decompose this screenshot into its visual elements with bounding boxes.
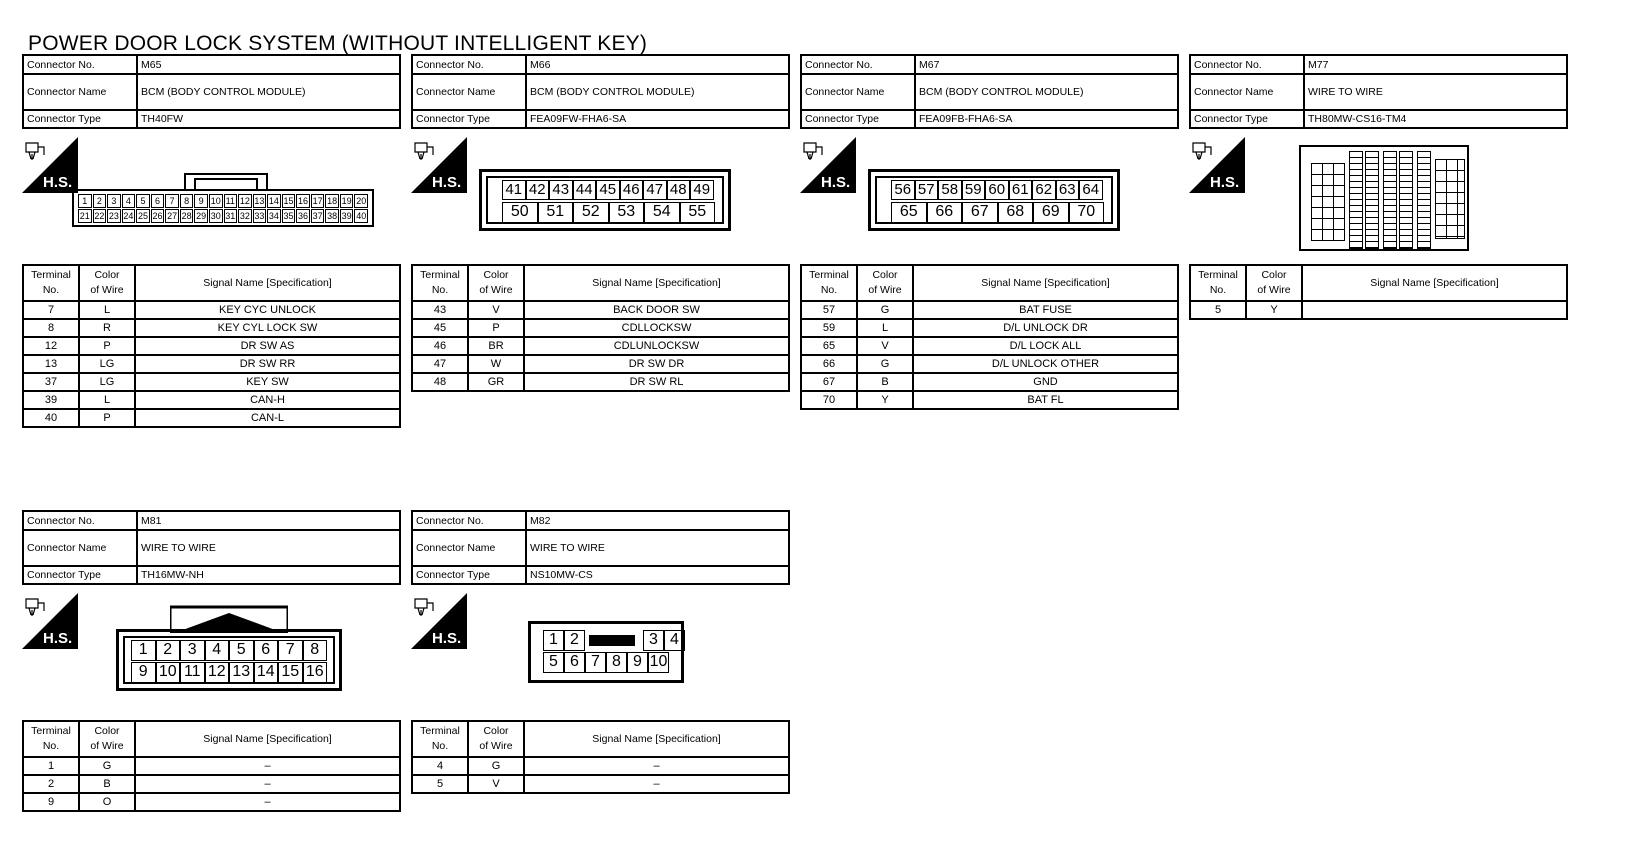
connector-pin: 55 bbox=[680, 202, 716, 223]
connector-pin: 27 bbox=[167, 211, 178, 221]
terminal-cell: 48 bbox=[412, 373, 468, 391]
signal-name-cell: BAT FUSE bbox=[913, 301, 1178, 319]
signal-table bbox=[22, 720, 401, 812]
signal-name-cell: DR SW RR bbox=[135, 355, 400, 373]
signal-name-cell: CAN-H bbox=[135, 391, 400, 409]
table-row bbox=[801, 391, 1178, 409]
wire-color-cell: P bbox=[468, 319, 524, 337]
connector-pin: 3 bbox=[643, 630, 664, 651]
connector-pin: 1 bbox=[543, 630, 564, 651]
terminal-cell: 46 bbox=[412, 337, 468, 355]
table-row bbox=[23, 337, 400, 355]
signal-header: Signal Name [Specification] bbox=[524, 265, 789, 301]
signal-name-cell: – bbox=[135, 757, 400, 775]
terminal-cell: 57 bbox=[801, 301, 857, 319]
terminal-cell: 8 bbox=[23, 319, 79, 337]
terminal-cell: 39 bbox=[23, 391, 79, 409]
page-title: POWER DOOR LOCK SYSTEM (WITHOUT INTELLIGENT KEY) bbox=[28, 32, 648, 55]
connector-pin: 3 bbox=[180, 640, 205, 661]
terminal-cell: 5 bbox=[1190, 301, 1246, 319]
terminal-cell: 70 bbox=[801, 391, 857, 409]
signal-table bbox=[411, 720, 790, 794]
connector-type-label: Connector Type bbox=[412, 110, 526, 128]
terminal-header: Terminal No. bbox=[412, 265, 468, 301]
table-row bbox=[412, 757, 789, 775]
connector-type-value: NS10MW-CS bbox=[526, 566, 789, 584]
wire-color-cell: LG bbox=[79, 355, 135, 373]
table-row bbox=[412, 301, 789, 319]
connector-figure bbox=[1189, 129, 1568, 264]
connector-pin: 17 bbox=[312, 196, 323, 206]
connector-block-m77 bbox=[1189, 54, 1568, 320]
connector-no-value: M65 bbox=[137, 55, 400, 74]
connector-pin: 24 bbox=[123, 211, 134, 221]
terminal-cell: 37 bbox=[23, 373, 79, 391]
connector-pin: 11 bbox=[180, 662, 205, 683]
connector-pin: 16 bbox=[303, 662, 328, 683]
connector-type-label: Connector Type bbox=[23, 566, 137, 584]
hs-badge-icon bbox=[22, 137, 78, 193]
table-row bbox=[23, 373, 400, 391]
color-header: Color of Wire bbox=[79, 265, 135, 301]
wire-color-cell: V bbox=[468, 301, 524, 319]
connector-pin: 54 bbox=[644, 202, 680, 223]
wire-color-cell: L bbox=[79, 301, 135, 319]
connector-pin: 49 bbox=[690, 180, 714, 200]
wire-color-cell: L bbox=[857, 319, 913, 337]
connector-pin: 20 bbox=[356, 196, 367, 206]
wire-color-cell: Y bbox=[857, 391, 913, 409]
hs-label: H.S. bbox=[1210, 174, 1240, 191]
connector-pin: 14 bbox=[268, 196, 279, 206]
signal-name-cell: BACK DOOR SW bbox=[524, 301, 789, 319]
terminal-cell: 5 bbox=[412, 775, 468, 793]
connector-name-value: BCM (BODY CONTROL MODULE) bbox=[526, 74, 789, 110]
connector-pin: 53 bbox=[609, 202, 645, 223]
connector-pin: 6 bbox=[564, 652, 585, 673]
wire-color-cell: B bbox=[857, 373, 913, 391]
connector-pin: 7 bbox=[165, 194, 179, 208]
connector-pin: 70 bbox=[1069, 202, 1105, 223]
connector-block-m82 bbox=[411, 510, 790, 794]
signal-name-cell: CDLLOCKSW bbox=[524, 319, 789, 337]
connector-pin: 39 bbox=[341, 211, 352, 221]
terminal-cell: 66 bbox=[801, 355, 857, 373]
connector-type-value: TH40FW bbox=[137, 110, 400, 128]
terminal-cell: 7 bbox=[23, 301, 79, 319]
connector-pin: 36 bbox=[298, 211, 309, 221]
connector-pin: 9 bbox=[131, 662, 156, 683]
signal-header: Signal Name [Specification] bbox=[135, 721, 400, 757]
wire-color-cell: V bbox=[468, 775, 524, 793]
connector-no-value: M66 bbox=[526, 55, 789, 74]
signal-name-cell: BAT FL bbox=[913, 391, 1178, 409]
connector-info-table bbox=[1189, 54, 1568, 129]
hs-badge-icon bbox=[411, 593, 467, 649]
hs-badge-icon bbox=[22, 593, 78, 649]
wire-color-cell: G bbox=[79, 757, 135, 775]
connector-pin: 25 bbox=[137, 211, 148, 221]
connector-pin: 47 bbox=[643, 180, 667, 200]
table-row bbox=[23, 757, 400, 775]
connector-pin: 2 bbox=[564, 630, 585, 651]
connector-face-m77 bbox=[1299, 145, 1469, 251]
connector-pin: 48 bbox=[667, 180, 691, 200]
table-row bbox=[801, 301, 1178, 319]
connector-pin: 9 bbox=[194, 194, 208, 208]
connector-pin: 11 bbox=[224, 194, 238, 208]
signal-name-cell bbox=[1302, 301, 1567, 319]
table-row bbox=[23, 391, 400, 409]
table-row bbox=[412, 319, 789, 337]
signal-name-cell: KEY CYL LOCK SW bbox=[135, 319, 400, 337]
connector-pin: 10 bbox=[648, 652, 669, 673]
connector-pin: 46 bbox=[620, 180, 644, 200]
signal-table bbox=[800, 264, 1179, 410]
terminal-cell: 40 bbox=[23, 409, 79, 427]
connector-pin: 42 bbox=[526, 180, 550, 200]
connector-pin: 2 bbox=[156, 640, 181, 661]
connector-info-table bbox=[411, 54, 790, 129]
wire-color-cell: V bbox=[857, 337, 913, 355]
terminal-cell: 9 bbox=[23, 793, 79, 811]
connector-pin: 1 bbox=[78, 194, 92, 208]
connector-pin: 38 bbox=[327, 211, 338, 221]
connector-pin: 62 bbox=[1032, 180, 1056, 200]
table-row bbox=[23, 409, 400, 427]
connector-no-value: M81 bbox=[137, 511, 400, 530]
terminal-cell: 4 bbox=[412, 757, 468, 775]
color-header: Color of Wire bbox=[79, 721, 135, 757]
connector-pin: 5 bbox=[136, 194, 150, 208]
signal-name-cell: – bbox=[135, 793, 400, 811]
connector-pin: 40 bbox=[356, 211, 367, 221]
color-header: Color of Wire bbox=[468, 265, 524, 301]
connector-name-label: Connector Name bbox=[412, 74, 526, 110]
terminal-header: Terminal No. bbox=[23, 265, 79, 301]
terminal-cell: 67 bbox=[801, 373, 857, 391]
terminal-cell: 13 bbox=[23, 355, 79, 373]
connector-pin: 5 bbox=[543, 652, 564, 673]
terminal-cell: 43 bbox=[412, 301, 468, 319]
connector-pin: 32 bbox=[239, 211, 250, 221]
connector-pin: 8 bbox=[606, 652, 627, 673]
connector-pin: 58 bbox=[938, 180, 962, 200]
connector-pin: 69 bbox=[1033, 202, 1069, 223]
terminal-cell: 47 bbox=[412, 355, 468, 373]
terminal-header: Terminal No. bbox=[412, 721, 468, 757]
table-row bbox=[412, 337, 789, 355]
connector-block-m65 bbox=[22, 54, 401, 428]
connector-type-label: Connector Type bbox=[801, 110, 915, 128]
signal-name-cell: D/L UNLOCK OTHER bbox=[913, 355, 1178, 373]
connector-pin: 19 bbox=[341, 196, 352, 206]
signal-name-cell: DR SW AS bbox=[135, 337, 400, 355]
signal-name-cell: DR SW DR bbox=[524, 355, 789, 373]
signal-name-cell: – bbox=[524, 775, 789, 793]
connector-pin: 56 bbox=[891, 180, 915, 200]
terminal-header: Terminal No. bbox=[1190, 265, 1246, 301]
connector-pin: 64 bbox=[1079, 180, 1103, 200]
connector-type-value: FEA09FB-FHA6-SA bbox=[915, 110, 1178, 128]
terminal-cell: 65 bbox=[801, 337, 857, 355]
table-row bbox=[23, 793, 400, 811]
connector-type-label: Connector Type bbox=[1190, 110, 1304, 128]
connector-type-label: Connector Type bbox=[412, 566, 526, 584]
connector-type-value: TH80MW-CS16-TM4 bbox=[1304, 110, 1567, 128]
connector-pin: 28 bbox=[181, 211, 192, 221]
connector-info-table bbox=[411, 510, 790, 585]
connector-name-label: Connector Name bbox=[23, 74, 137, 110]
connector-no-label: Connector No. bbox=[801, 55, 915, 74]
table-row bbox=[801, 337, 1178, 355]
signal-name-cell: CDLUNLOCKSW bbox=[524, 337, 789, 355]
wire-color-cell: Y bbox=[1246, 301, 1302, 319]
connector-type-value: FEA09FW-FHA6-SA bbox=[526, 110, 789, 128]
terminal-header: Terminal No. bbox=[801, 265, 857, 301]
connector-pin: 34 bbox=[268, 211, 279, 221]
connector-pin: 41 bbox=[502, 180, 526, 200]
connector-pin: 61 bbox=[1009, 180, 1033, 200]
table-row bbox=[801, 355, 1178, 373]
connector-pin: 22 bbox=[94, 211, 105, 221]
connector-pin: 18 bbox=[327, 196, 338, 206]
connector-name-value: BCM (BODY CONTROL MODULE) bbox=[915, 74, 1178, 110]
connector-pin: 4 bbox=[122, 194, 136, 208]
connector-info-table bbox=[22, 510, 401, 585]
connector-pin: 5 bbox=[229, 640, 254, 661]
wire-color-cell: L bbox=[79, 391, 135, 409]
hs-badge-icon bbox=[800, 137, 856, 193]
connector-pin: 6 bbox=[151, 194, 165, 208]
table-row bbox=[23, 319, 400, 337]
connector-face-m82 bbox=[528, 621, 684, 683]
connector-pin: 8 bbox=[180, 194, 194, 208]
table-row bbox=[412, 355, 789, 373]
connector-info-table bbox=[22, 54, 401, 129]
connector-type-value: TH16MW-NH bbox=[137, 566, 400, 584]
connector-pin: 67 bbox=[962, 202, 998, 223]
connector-pin: 26 bbox=[152, 211, 163, 221]
signal-table bbox=[411, 264, 790, 392]
signal-name-cell: KEY SW bbox=[135, 373, 400, 391]
connector-pin: 44 bbox=[573, 180, 597, 200]
hs-label: H.S. bbox=[432, 174, 462, 191]
connector-pin: 21 bbox=[79, 211, 90, 221]
signal-name-cell: – bbox=[524, 757, 789, 775]
connector-face-m81 bbox=[116, 629, 342, 691]
connector-face-m65 bbox=[72, 173, 374, 227]
signal-name-cell: DR SW RL bbox=[524, 373, 789, 391]
connector-pin: 13 bbox=[254, 196, 265, 206]
connector-name-value: WIRE TO WIRE bbox=[526, 530, 789, 566]
connector-pin: 3 bbox=[107, 194, 121, 208]
hs-label: H.S. bbox=[43, 630, 73, 647]
connector-pin: 10 bbox=[156, 662, 181, 683]
hs-label: H.S. bbox=[43, 174, 73, 191]
wire-color-cell: P bbox=[79, 337, 135, 355]
connector-pin: 1 bbox=[131, 640, 156, 661]
connector-pin: 12 bbox=[239, 196, 250, 206]
signal-name-cell: GND bbox=[913, 373, 1178, 391]
connector-pin: 31 bbox=[225, 211, 236, 221]
table-row bbox=[801, 373, 1178, 391]
signal-header: Signal Name [Specification] bbox=[524, 721, 789, 757]
connector-figure bbox=[22, 129, 401, 264]
connector-no-label: Connector No. bbox=[23, 55, 137, 74]
connector-pin: 7 bbox=[278, 640, 303, 661]
wire-color-cell: G bbox=[468, 757, 524, 775]
wire-color-cell: B bbox=[79, 775, 135, 793]
signal-header: Signal Name [Specification] bbox=[1302, 265, 1567, 301]
connector-name-value: WIRE TO WIRE bbox=[1304, 74, 1567, 110]
connector-pin: 15 bbox=[278, 662, 303, 683]
connector-name-value: BCM (BODY CONTROL MODULE) bbox=[137, 74, 400, 110]
signal-header: Signal Name [Specification] bbox=[913, 265, 1178, 301]
connector-no-label: Connector No. bbox=[412, 511, 526, 530]
hs-badge-icon bbox=[1189, 137, 1245, 193]
wire-color-cell: O bbox=[79, 793, 135, 811]
connector-pin: 12 bbox=[205, 662, 230, 683]
connector-face-m67 bbox=[868, 169, 1120, 231]
connector-pin: 30 bbox=[210, 211, 221, 221]
signal-header: Signal Name [Specification] bbox=[135, 265, 400, 301]
connector-pin: 29 bbox=[196, 211, 207, 221]
terminal-cell: 1 bbox=[23, 757, 79, 775]
wire-color-cell: BR bbox=[468, 337, 524, 355]
table-row bbox=[412, 775, 789, 793]
connector-info-table bbox=[800, 54, 1179, 129]
table-row bbox=[23, 355, 400, 373]
hs-badge-icon bbox=[411, 137, 467, 193]
connector-pin: 59 bbox=[962, 180, 986, 200]
connector-pin: 2 bbox=[93, 194, 107, 208]
signal-table bbox=[1189, 264, 1568, 320]
connector-pin: 14 bbox=[254, 662, 279, 683]
connector-pin: 43 bbox=[549, 180, 573, 200]
connector-type-label: Connector Type bbox=[23, 110, 137, 128]
wire-color-cell: P bbox=[79, 409, 135, 427]
terminal-cell: 45 bbox=[412, 319, 468, 337]
wire-color-cell: G bbox=[857, 355, 913, 373]
terminal-cell: 2 bbox=[23, 775, 79, 793]
connector-figure bbox=[411, 585, 790, 720]
signal-table bbox=[22, 264, 401, 428]
wire-color-cell: LG bbox=[79, 373, 135, 391]
signal-name-cell: CAN-L bbox=[135, 409, 400, 427]
terminal-cell: 59 bbox=[801, 319, 857, 337]
connector-pin: 15 bbox=[283, 196, 294, 206]
connector-block-m81 bbox=[22, 510, 401, 812]
connector-pin: 10 bbox=[210, 196, 221, 206]
hs-label: H.S. bbox=[821, 174, 851, 191]
connector-pin: 60 bbox=[985, 180, 1009, 200]
table-row bbox=[23, 301, 400, 319]
connector-no-value: M82 bbox=[526, 511, 789, 530]
connector-pin: 16 bbox=[298, 196, 309, 206]
connector-pin: 50 bbox=[502, 202, 538, 223]
connector-pin: 51 bbox=[538, 202, 574, 223]
connector-pin: 63 bbox=[1056, 180, 1080, 200]
connector-pin: 33 bbox=[254, 211, 265, 221]
connector-pin: 68 bbox=[998, 202, 1034, 223]
connector-figure bbox=[22, 585, 401, 720]
table-row bbox=[412, 373, 789, 391]
connector-pin: 66 bbox=[927, 202, 963, 223]
connector-name-label: Connector Name bbox=[801, 74, 915, 110]
connector-pin: 37 bbox=[312, 211, 323, 221]
color-header: Color of Wire bbox=[1246, 265, 1302, 301]
signal-name-cell: D/L LOCK ALL bbox=[913, 337, 1178, 355]
connector-pin: 23 bbox=[108, 211, 119, 221]
connector-pin: 57 bbox=[915, 180, 939, 200]
connector-pin: 13 bbox=[229, 662, 254, 683]
connector-pin: 52 bbox=[573, 202, 609, 223]
connector-block-m67 bbox=[800, 54, 1179, 410]
connector-figure bbox=[411, 129, 790, 264]
connector-name-label: Connector Name bbox=[412, 530, 526, 566]
hs-label: H.S. bbox=[432, 630, 462, 647]
wire-color-cell: R bbox=[79, 319, 135, 337]
connector-face-m66 bbox=[479, 169, 731, 231]
connector-name-value: WIRE TO WIRE bbox=[137, 530, 400, 566]
terminal-cell: 12 bbox=[23, 337, 79, 355]
table-row bbox=[1190, 301, 1567, 319]
connector-no-label: Connector No. bbox=[412, 55, 526, 74]
connector-pin: 8 bbox=[303, 640, 328, 661]
wire-color-cell: GR bbox=[468, 373, 524, 391]
wire-color-cell: G bbox=[857, 301, 913, 319]
connector-no-label: Connector No. bbox=[23, 511, 137, 530]
signal-name-cell: – bbox=[135, 775, 400, 793]
connector-pin: 6 bbox=[254, 640, 279, 661]
terminal-header: Terminal No. bbox=[23, 721, 79, 757]
wire-color-cell: W bbox=[468, 355, 524, 373]
connector-pin: 7 bbox=[585, 652, 606, 673]
connector-no-value: M77 bbox=[1304, 55, 1567, 74]
connector-pin: 45 bbox=[596, 180, 620, 200]
color-header: Color of Wire bbox=[468, 721, 524, 757]
connector-pin: 9 bbox=[627, 652, 648, 673]
table-row bbox=[23, 775, 400, 793]
table-row bbox=[801, 319, 1178, 337]
connector-pin: 4 bbox=[664, 630, 685, 651]
connector-no-value: M67 bbox=[915, 55, 1178, 74]
signal-name-cell: KEY CYC UNLOCK bbox=[135, 301, 400, 319]
connector-figure bbox=[800, 129, 1179, 264]
connector-no-label: Connector No. bbox=[1190, 55, 1304, 74]
connector-pin: 65 bbox=[891, 202, 927, 223]
connector-name-label: Connector Name bbox=[23, 530, 137, 566]
blocked-cavity bbox=[589, 635, 635, 646]
connector-block-m66 bbox=[411, 54, 790, 392]
connector-pin: 4 bbox=[205, 640, 230, 661]
connector-pin: 35 bbox=[283, 211, 294, 221]
connector-name-label: Connector Name bbox=[1190, 74, 1304, 110]
signal-name-cell: D/L UNLOCK DR bbox=[913, 319, 1178, 337]
color-header: Color of Wire bbox=[857, 265, 913, 301]
